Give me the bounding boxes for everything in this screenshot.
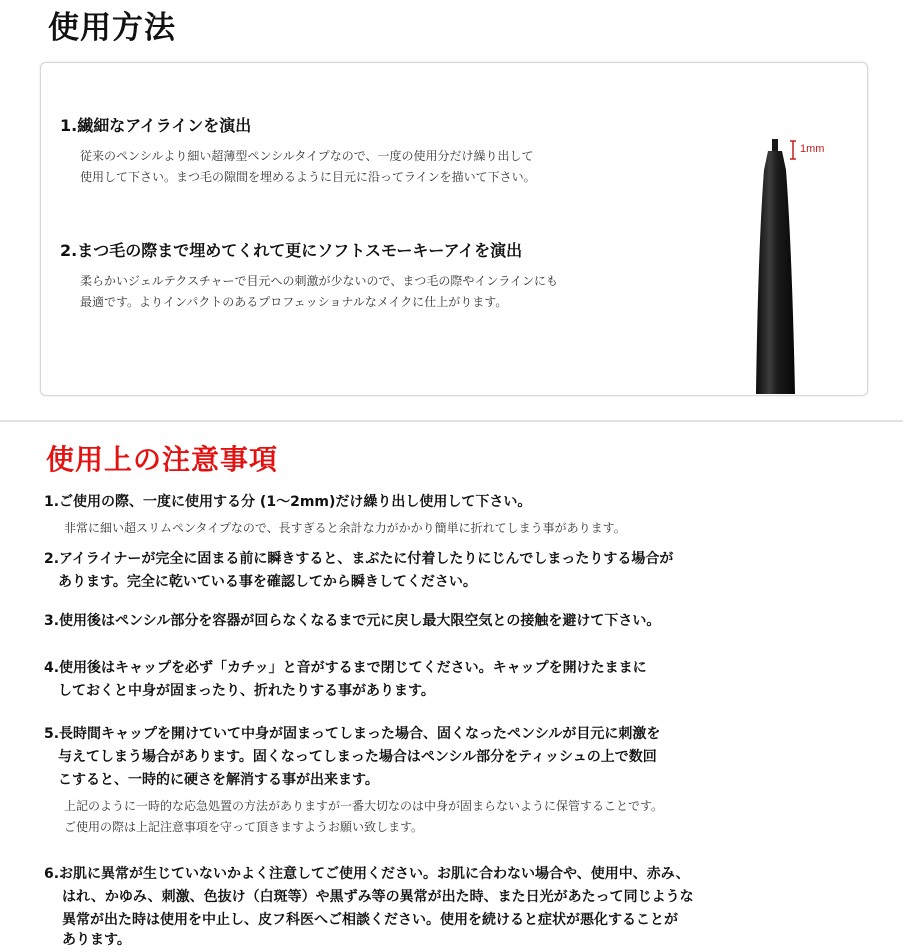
caution-5-line-1: 5.長時間キャップを開けていて中身が固まってしまった場合、固くなったペンシルが目元に刺激を [44, 726, 661, 742]
caution-1-note: 非常に細い超スリムペンタイプなので、長すぎると余計な力がかかり簡単に折れてしまう事があります。 [64, 521, 626, 535]
eyeliner-pencil-illustration [740, 130, 850, 395]
cautions-title: 使用上の注意事項 [46, 443, 279, 476]
usage-text-1b: 使用して下さい。まつ毛の隙間を埋めるように目元に沿ってラインを描いて下さい。 [80, 170, 536, 184]
usage-heading-1: 1.繊細なアイラインを演出 [60, 116, 252, 135]
section-divider [0, 420, 903, 422]
caution-5-line-3: こすると、一時的に硬さを解消する事が出来ます。 [44, 772, 379, 788]
caution-6-line-2: はれ、かゆみ、刺激、色抜け（白斑等）や黒ずみ等の異常が出た時、また日光があたって同じような [62, 889, 694, 905]
pencil-tip [772, 139, 778, 151]
usage-text-2b: 最適です。よりインパクトのあるプロフェッショナルなメイクに仕上がります。 [80, 295, 508, 309]
usage-text-1a: 従来のペンシルより細い超薄型ペンシルタイプなので、一度の使用分だけ繰り出して [80, 149, 534, 163]
usage-heading-2: 2.まつ毛の際まで埋めてくれて更にソフトスモーキーアイを演出 [60, 241, 523, 260]
caution-5-note-1: 上記のように一時的な応急処置の方法がありますが一番大切なのは中身が固まらないように保管することです。 [64, 799, 664, 813]
caution-2-line-1: 2.アイライナーが完全に固まる前に瞬きすると、まぶたに付着したりにじんでしまったりする場合が [44, 551, 674, 567]
usage-title: 使用方法 [48, 10, 176, 46]
caution-5-line-2: 与えてしまう場合があります。固くなってしまった場合はペンシル部分をティッシュの上で数回 [44, 749, 657, 765]
caution-4-line-2: しておくと中身が固まったり、折れたりする事があります。 [44, 683, 435, 699]
pencil-body [756, 151, 795, 394]
caution-5-note-2: ご使用の際は上記注意事項を守って頂きますようお願い致します。 [64, 820, 424, 834]
caution-2-line-2: あります。完全に乾いている事を確認してから瞬きしてください。 [44, 574, 477, 590]
caution-6-line-4: あります。 [62, 932, 131, 948]
caution-1-line-1: 1.ご使用の際、一度に使用する分 (1～2mm)だけ繰り出し使用して下さい。 [44, 494, 532, 510]
caution-6-line-3: 異常が出た時は使用を中止し、皮フ科医へご相談ください。使用を続けると症状が悪化することが [62, 912, 678, 928]
pencil-size-label: 1mm [800, 143, 825, 155]
caution-4-line-1: 4.使用後はキャップを必ず「カチッ」と音がするまで閉じてください。キャップを開けたままに [44, 660, 647, 676]
usage-text-2a: 柔らかいジェルテクスチャーで目元への刺激が少ないので、まつ毛の際やインラインにも [80, 274, 558, 288]
caution-6-line-1: 6.お肌に異常が生じていないかよく注意してご使用ください。お肌に合わない場合や、使用中、赤み、 [44, 866, 690, 882]
caution-3-line-1: 3.使用後はペンシル部分を容器が回らなくなるまで元に戻し最大限空気との接触を避けて下さい。 [44, 613, 661, 629]
